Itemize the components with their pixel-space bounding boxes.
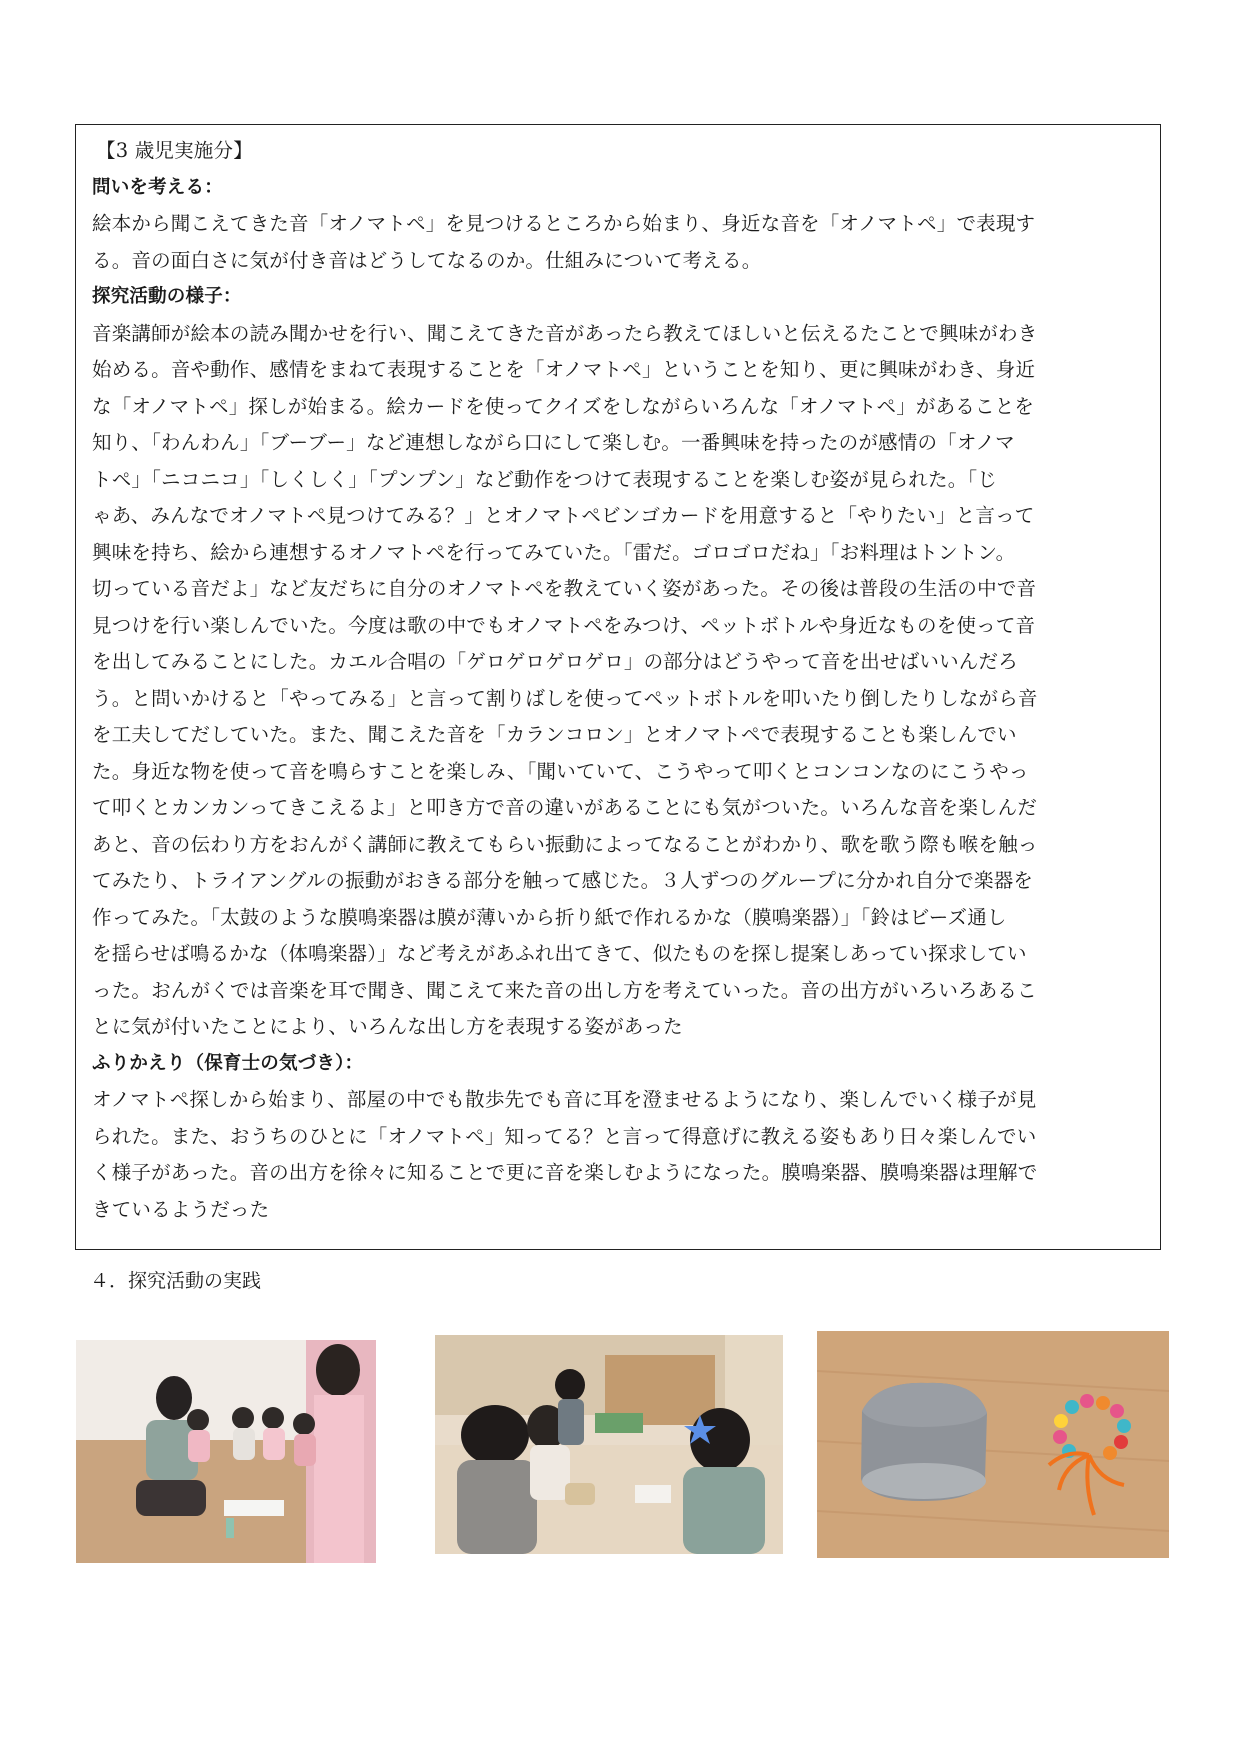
reflection-line: きているようだった	[92, 1197, 270, 1221]
reflection-line: く様子があった。音の出方を徐々に知ることで更に音を楽しむようになった。膜鳴楽器、膜鳴楽器は理解で	[92, 1161, 1038, 1184]
heading-activity: 探究活動の様子：	[92, 286, 242, 307]
heading-reflection: ふりかえり（保育士の気づき）：	[92, 1052, 364, 1074]
activity-line: 興味を持ち、絵から連想するオノマトペを行ってみていた。「雷だ。ゴロゴロだね」「お料理はトントン。	[92, 540, 1016, 564]
activity-line: 切っている音だよ」など友だちに自分のオノマトペを教えていく姿があった。その後は普段の生活の中で音	[92, 577, 1037, 600]
activity-line: とに気が付いたことにより、いろんな出し方を表現する姿があった	[92, 1015, 683, 1038]
activity-line: 見つけを行い楽しんでいた。今度は歌の中でもオノマトペをみつけ、ペットボトルや身近なものを使って音	[92, 613, 1036, 637]
activity-line: て叩くとカンカンってきこえるよ」と叩き方で音の違いがあることにも気がついた。いろんな音を楽しんだ	[92, 796, 1038, 819]
activity-line: た。身近な物を使って音を鳴らすことを楽しみ、「聞いていて、こうやって叩くとコンコンなのにこうやっ	[92, 759, 1029, 783]
activity-line: あと、音の伝わり方をおんがく講師に教えてもらい振動によってなることがわかり、歌を歌う際も喉を触っ	[92, 832, 1038, 856]
activity-line: てみたり、トライアングルの振動がおきる部分を触って感じた。３人ずつのグループに分かれ自分で楽器を	[92, 869, 1034, 892]
activity-line: 作ってみた。「太鼓のような膜鳴楽器は膜が薄いから折り紙で作れるかな（膜鳴楽器）」「鈴はビーズ通し	[92, 905, 1007, 929]
activity-line: を工夫してだしていた。また、聞こえた音を「カランコロン」とオノマトペで表現することも楽しんでい	[92, 723, 1017, 746]
photo-children-table	[435, 1335, 783, 1554]
activity-line: 知り、「わんわん」「ブーブー」など連想しながら口にして楽しむ。一番興味を持ったのが感情の「オノマ	[92, 431, 1015, 454]
activity-line: な「オノマトペ」探しが始まる。絵カードを使ってクイズをしながらいろんな「オノマトペ」があることを	[92, 394, 1035, 418]
activity-line: った。おんがくでは音楽を耳で聞き、聞こえて来た音の出し方を考えていった。音の出方がいろいろあるこ	[92, 978, 1037, 1002]
question-line: る。音の面白さに気が付き音はどうしてなるのか。仕組みについて考える。	[92, 248, 762, 272]
reflection-line: オノマトペ探しから始まり、部屋の中でも散歩先でも音に耳を澄ませるようになり、楽しんでいく様子が見	[92, 1088, 1037, 1111]
activity-line: 音楽講師が絵本の読み聞かせを行い、聞こえてきた音があったら教えてほしいと伝えるたことで興味がわき	[92, 321, 1038, 345]
question-line: 絵本から聞こえてきた音「オノマトペ」を見つけるところから始まり、身近な音を「オノマトペ」で表現す	[92, 212, 1036, 235]
section-title: ４．探究活動の実践	[90, 1270, 262, 1292]
activity-line: を揺らせば鳴るかな（体鳴楽器）」など考えがあふれ出てきて、似たものを探し提案しあってい探求してい	[92, 942, 1027, 965]
age-tag: 【3 歳児実施分】	[96, 139, 253, 162]
activity-line: 始める。音や動作、感情をまねて表現することを「オノマトペ」ということを知り、更に興味がわき、身近	[92, 358, 1036, 381]
photo-handmade-instruments	[817, 1331, 1169, 1558]
reflection-line: られた。また、おうちのひとに「オノマトペ」知ってる？と言って得意げに教える姿もあり日々楽しんでい	[92, 1124, 1037, 1148]
activity-line: トペ」「ニコニコ」「しくしく」「プンプン」など動作をつけて表現することを楽しむ姿が見られた。「じ	[92, 467, 998, 491]
activity-line: ゃあ、みんなでオノマトペ見つけてみる？」とオノマトペビンゴカードを用意すると「やりたい」と言って	[92, 504, 1035, 527]
report-box	[75, 124, 1161, 1250]
heading-question: 問いを考える：	[92, 176, 223, 198]
photo-children-floor	[76, 1340, 376, 1563]
activity-line: を出してみることにした。カエル合唱の「ゲロゲロゲロゲロ」の部分はどうやって音を出せばいいんだろ	[92, 650, 1018, 673]
activity-line: う。と問いかけると「やってみる」と言って割りばしを使ってペットボトルを叩いたり倒したりしながら音	[92, 686, 1038, 710]
